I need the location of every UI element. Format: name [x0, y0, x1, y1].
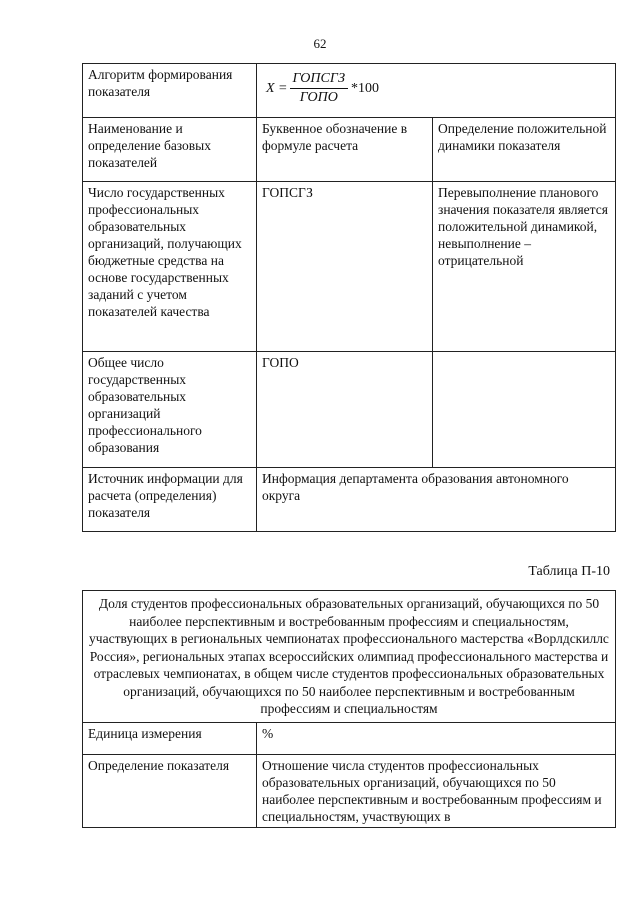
row1-dynamics: Перевыполнение планового значения показателя является положительной динамикой, невыполнение – отрицательной [433, 182, 616, 352]
row2-code: ГОПО [257, 352, 433, 468]
formula-denominator: ГОПО [299, 89, 338, 105]
unit-value: % [257, 722, 616, 754]
indicator-p10-table [82, 590, 616, 828]
row2-dynamics [433, 352, 616, 468]
formula-multiplier: *100 [351, 80, 379, 96]
definition-label: Определение показателя [83, 754, 257, 827]
definition-row [83, 754, 616, 827]
header-row [83, 118, 616, 182]
unit-label: Единица измерения [83, 722, 257, 754]
source-value: Информация департамента образования автономного округа [257, 468, 616, 532]
formula-cell [257, 64, 616, 118]
formula-numerator: ГОПСГЗ [290, 71, 349, 89]
algorithm-row [83, 64, 616, 118]
formula-lhs: X = [266, 80, 288, 96]
indicator-title: Доля студентов профессиональных образовательных организаций, обучающихся по 50 наиболее перспективным и востребованным профессиям и специальностям, участвующих в региональных чемпионатах профессионального мастерства «Ворлдскиллс Россия», региональных этапах всероссийских олимпиад профессионального мастерства и отраслевых чемпионатах, в общем числе студентов профессиональных образовательных организаций, обучающихся по 50 наиболее перспективным и востребованным профессиям и специальностям [83, 591, 616, 723]
page-bottom-crop [0, 837, 640, 905]
table-caption: Таблица П-10 [528, 564, 610, 579]
header-col1: Наименование и определение базовых показателей [83, 118, 257, 182]
row2-name: Общее число государственных образовательных организаций профессионального образования [83, 352, 257, 468]
header-col3: Определение положительной динамики показателя [433, 118, 616, 182]
table-row [83, 182, 616, 352]
formula [262, 66, 610, 110]
header-col2: Буквенное обозначение в формуле расчета [257, 118, 433, 182]
algorithm-label: Алгоритм формирования показателя [83, 64, 257, 118]
definition-value: Отношение числа студентов профессиональных образовательных организаций, обучающихся по 50 наиболее перспективным и востребованным профессиям и специальностям, участвующих в [257, 754, 616, 827]
row1-name: Число государственных профессиональных образовательных организаций, получающих бюджетные средства на основе государственных заданий с учетом показателей качества [83, 182, 257, 352]
formula-fraction [290, 71, 349, 106]
row1-code: ГОПСГЗ [257, 182, 433, 352]
page-number: 62 [313, 36, 327, 51]
source-row [83, 468, 616, 532]
source-label: Источник информации для расчета (определения) показателя [83, 468, 257, 532]
table-row [83, 352, 616, 468]
unit-row [83, 722, 616, 754]
indicator-table [82, 63, 616, 532]
title-row [83, 591, 616, 723]
